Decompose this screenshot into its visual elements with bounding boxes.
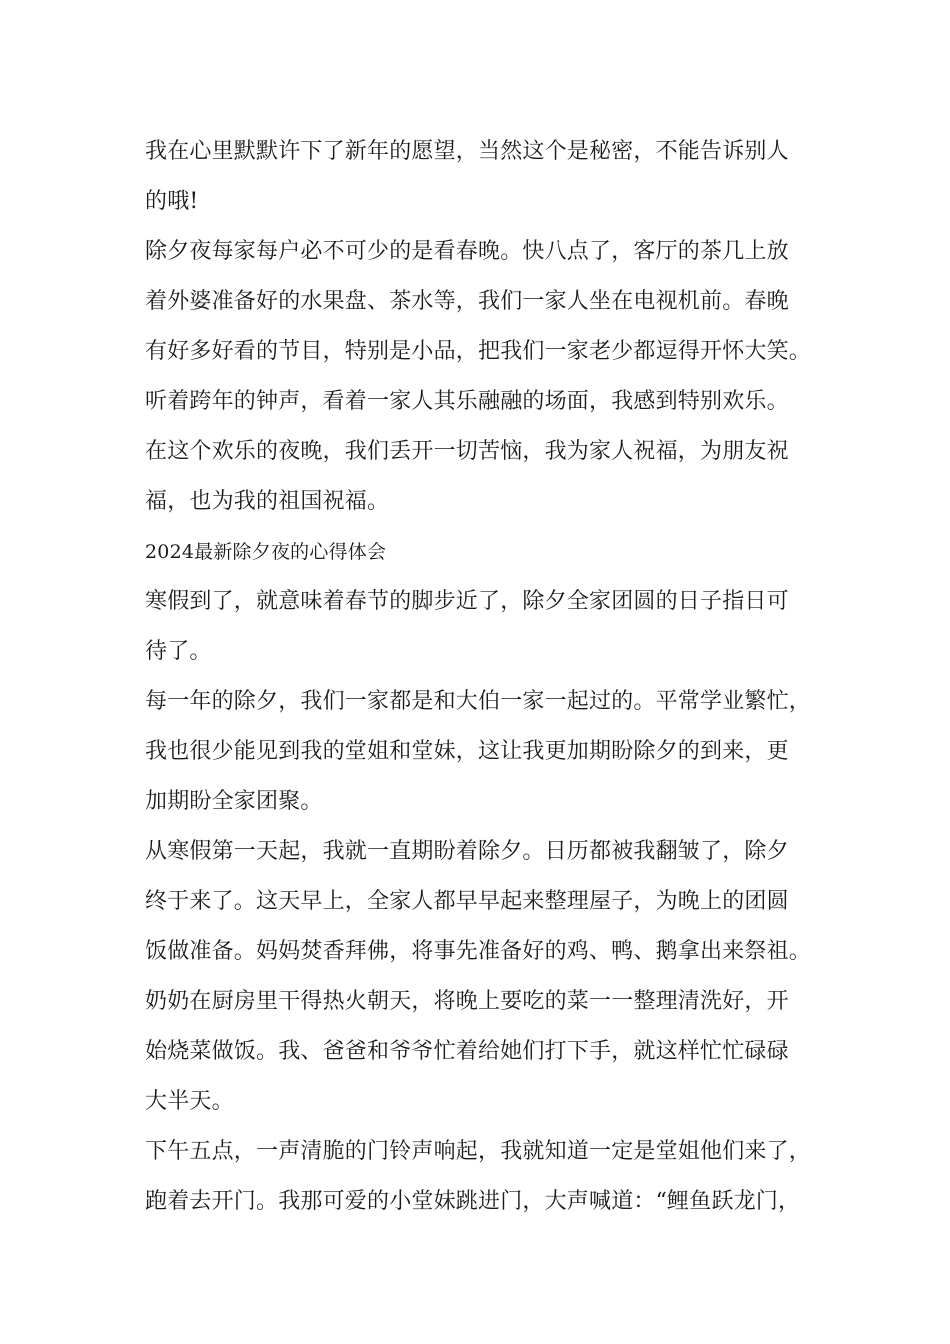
text-line: 大半天。 [145, 1089, 234, 1114]
text-line: 下午五点，一声清脆的门铃声响起，我就知道一定是堂姐他们来了， [145, 1139, 812, 1164]
text-line: 待了。 [145, 639, 212, 664]
text-line: 在这个欢乐的夜晚，我们丢开一切苦恼，我为家人祝福，为朋友祝 [145, 439, 789, 464]
text-line: 福，也为我的祖国祝福。 [145, 489, 390, 514]
text-line: 饭做准备。妈妈焚香拜佛，将事先准备好的鸡、鸭、鹅拿出来祭祖。 [145, 939, 812, 964]
text-line: 听着跨年的钟声，看着一家人其乐融融的场面，我感到特别欢乐。 [145, 389, 789, 414]
text-line: 有好多好看的节目，特别是小品，把我们一家老少都逗得开怀大笑。 [145, 339, 812, 364]
text-line: 我在心里默默许下了新年的愿望，当然这个是秘密，不能告诉别人 [145, 139, 789, 164]
text-line: 奶奶在厨房里干得热火朝天，将晚上要吃的菜一一整理清洗好，开 [145, 989, 789, 1014]
text-line: 着外婆准备好的水果盘、茶水等，我们一家人坐在电视机前。春晚 [145, 289, 789, 314]
text-line: 每一年的除夕，我们一家都是和大伯一家一起过的。平常学业繁忙， [145, 689, 812, 714]
section-heading: 2024最新除夕夜的心得体会 [145, 541, 387, 563]
text-line: 我也很少能见到我的堂姐和堂妹，这让我更加期盼除夕的到来，更 [145, 739, 789, 764]
text-line: 加期盼全家团聚。 [145, 789, 323, 814]
text-line: 终于来了。这天早上，全家人都早早起来整理屋子，为晚上的团圆 [145, 889, 789, 914]
text-line: 的哦! [145, 189, 199, 214]
text-line: 始烧菜做饭。我、爸爸和爷爷忙着给她们打下手，就这样忙忙碌碌 [145, 1039, 789, 1064]
text-line: 除夕夜每家每户必不可少的是看春晚。快八点了，客厅的茶几上放 [145, 239, 789, 264]
text-line: 跑着去开门。我那可爱的小堂妹跳进门，大声喊道：“鲤鱼跃龙门， [145, 1189, 801, 1214]
text-line: 寒假到了，就意味着春节的脚步近了，除夕全家团圆的日子指日可 [145, 589, 789, 614]
text-line: 从寒假第一天起，我就一直期盼着除夕。日历都被我翻皱了，除夕 [145, 839, 789, 864]
